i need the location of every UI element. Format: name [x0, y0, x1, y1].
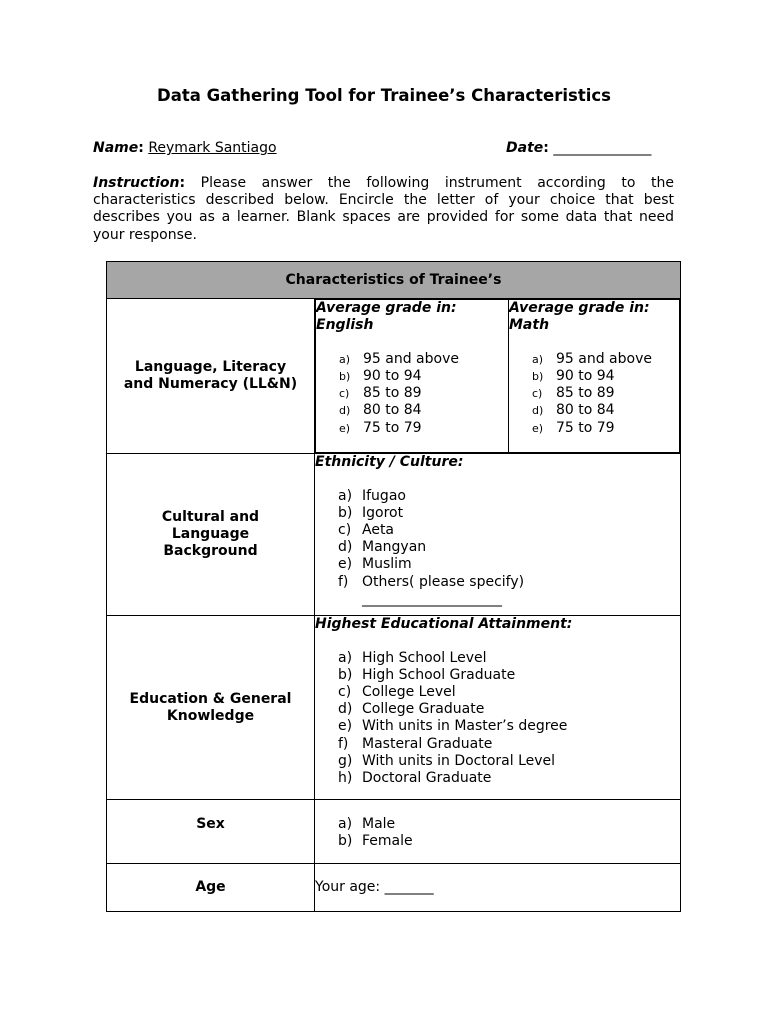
date-label: Date	[506, 140, 544, 156]
instruction-label: Instruction	[93, 175, 180, 191]
option-item[interactable]	[339, 351, 508, 368]
option-letter: a)	[338, 816, 353, 832]
sex-options	[315, 816, 680, 850]
math-question: Average grade in: Math	[509, 300, 650, 334]
option-letter: e)	[338, 556, 353, 573]
option-letter: b)	[339, 370, 351, 384]
option-letter: f)	[338, 735, 349, 752]
english-cell	[316, 300, 509, 453]
option-text: Ifugao	[362, 488, 406, 505]
education-question: Highest Educational Attainment:	[315, 616, 573, 632]
option-letter: a)	[339, 353, 351, 367]
option-text: Others( please specify)	[362, 573, 525, 590]
date-field: Date: ______________	[506, 140, 652, 156]
option-text: 75 to 79	[556, 419, 615, 436]
table-header: Characteristics of Trainee’s	[107, 262, 681, 299]
education-content	[315, 616, 681, 800]
option-text: High School Graduate	[362, 667, 516, 684]
option-letter: h)	[338, 769, 353, 786]
option-letter: c)	[338, 684, 352, 701]
option-letter: e)	[338, 718, 353, 735]
option-text: With units in Master’s degree	[362, 718, 568, 735]
option-letter: c)	[339, 387, 350, 401]
option-item[interactable]	[532, 420, 679, 437]
option-text: ____________________	[362, 590, 502, 607]
option-item[interactable]	[338, 684, 680, 701]
option-text: Male	[362, 816, 396, 832]
english-question: Average grade in: English	[316, 300, 457, 334]
sex-label: Sex	[107, 800, 315, 864]
option-letter: e)	[339, 421, 351, 435]
option-letter: b)	[532, 370, 544, 384]
lln-label: Language, Literacy and Numeracy (LL&N)	[107, 299, 315, 454]
option-item[interactable]	[338, 701, 680, 718]
option-text: Masteral Graduate	[362, 735, 493, 752]
option-item[interactable]	[338, 770, 680, 787]
option-text: 95 and above	[556, 351, 652, 368]
option-text: 80 to 84	[363, 402, 422, 419]
option-letter: d)	[338, 539, 353, 556]
option-item[interactable]	[338, 539, 680, 556]
option-item[interactable]	[338, 753, 680, 770]
option-text: Igorot	[362, 505, 404, 522]
option-letter: e)	[532, 421, 544, 435]
option-text: 90 to 94	[556, 368, 615, 385]
option-letter: a)	[338, 650, 353, 667]
sex-content	[315, 800, 681, 864]
option-item[interactable]	[338, 650, 680, 667]
culture-options	[315, 488, 680, 608]
option-item[interactable]	[338, 736, 680, 753]
option-item[interactable]	[532, 351, 679, 368]
characteristics-table	[106, 261, 681, 912]
option-item[interactable]	[339, 402, 508, 419]
culture-question: Ethnicity / Culture:	[315, 454, 464, 470]
education-label: Education & General Knowledge	[107, 616, 315, 800]
option-letter: b)	[338, 833, 353, 850]
instruction-text: Please answer the following instrument according to the characteristics described below. Encircle the letter of your choice that best describes you as a learner. Blank spaces are provided for some data that need your response.	[93, 175, 674, 243]
option-item[interactable]	[338, 556, 680, 573]
option-item[interactable]	[338, 505, 680, 522]
option-letter: f)	[338, 573, 349, 590]
instruction: Instruction: Please answer the following instrument according to the characteristics described below. Encircle the letter of your choice that best describes you as a learner. Blank spaces are provided for some data that need your response.	[93, 175, 674, 243]
math-cell	[509, 300, 680, 453]
option-text: 80 to 84	[556, 402, 615, 419]
date-value: ______________	[553, 140, 652, 156]
option-letter	[338, 591, 362, 608]
option-item[interactable]	[338, 816, 680, 833]
option-text: High School Level	[362, 650, 487, 667]
english-options	[316, 351, 508, 436]
option-text: Doctoral Graduate	[362, 769, 492, 786]
option-text: With units in Doctoral Level	[362, 752, 556, 769]
culture-label: Cultural and Language Background	[107, 454, 315, 616]
option-item[interactable]	[338, 718, 680, 735]
culture-content	[315, 454, 681, 616]
option-text: 85 to 89	[556, 385, 615, 402]
age-content: Your age: _______	[315, 864, 681, 912]
option-item[interactable]	[339, 420, 508, 437]
option-text: Female	[362, 833, 413, 850]
option-letter: b)	[338, 505, 353, 522]
name-label: Name	[93, 140, 139, 156]
option-letter: c)	[532, 387, 543, 401]
name-field: Name: Reymark Santiago	[93, 140, 277, 156]
option-text: College Level	[362, 684, 456, 701]
option-text: Mangyan	[362, 539, 427, 556]
option-item[interactable]	[339, 385, 508, 402]
option-letter: g)	[338, 752, 353, 769]
option-item[interactable]	[338, 591, 680, 608]
option-item[interactable]	[338, 522, 680, 539]
name-value: Reymark Santiago	[148, 140, 277, 156]
option-item[interactable]	[532, 368, 679, 385]
age-label: Age	[107, 864, 315, 912]
option-item[interactable]	[532, 385, 679, 402]
math-options	[509, 351, 679, 436]
option-item[interactable]	[339, 368, 508, 385]
lln-subtable	[315, 299, 680, 453]
option-letter: c)	[338, 522, 352, 539]
option-letter: a)	[338, 488, 353, 505]
lln-content	[315, 299, 681, 454]
option-letter: d)	[338, 701, 353, 718]
option-letter: a)	[532, 353, 544, 367]
option-item[interactable]	[338, 574, 680, 591]
option-item[interactable]	[338, 833, 680, 850]
option-text: 85 to 89	[363, 385, 422, 402]
option-item[interactable]	[338, 667, 680, 684]
option-item[interactable]	[532, 402, 679, 419]
option-text: 95 and above	[363, 351, 459, 368]
option-text: College Graduate	[362, 701, 485, 718]
option-letter: d)	[339, 404, 351, 418]
option-letter: d)	[532, 404, 544, 418]
education-options	[315, 650, 680, 787]
option-item[interactable]	[338, 488, 680, 505]
option-text: Aeta	[362, 522, 395, 539]
option-text: 90 to 94	[363, 368, 422, 385]
page-title: Data Gathering Tool for Trainee’s Characteristics	[157, 86, 611, 105]
option-text: Muslim	[362, 556, 412, 573]
option-letter: b)	[338, 667, 353, 684]
option-text: 75 to 79	[363, 419, 422, 436]
